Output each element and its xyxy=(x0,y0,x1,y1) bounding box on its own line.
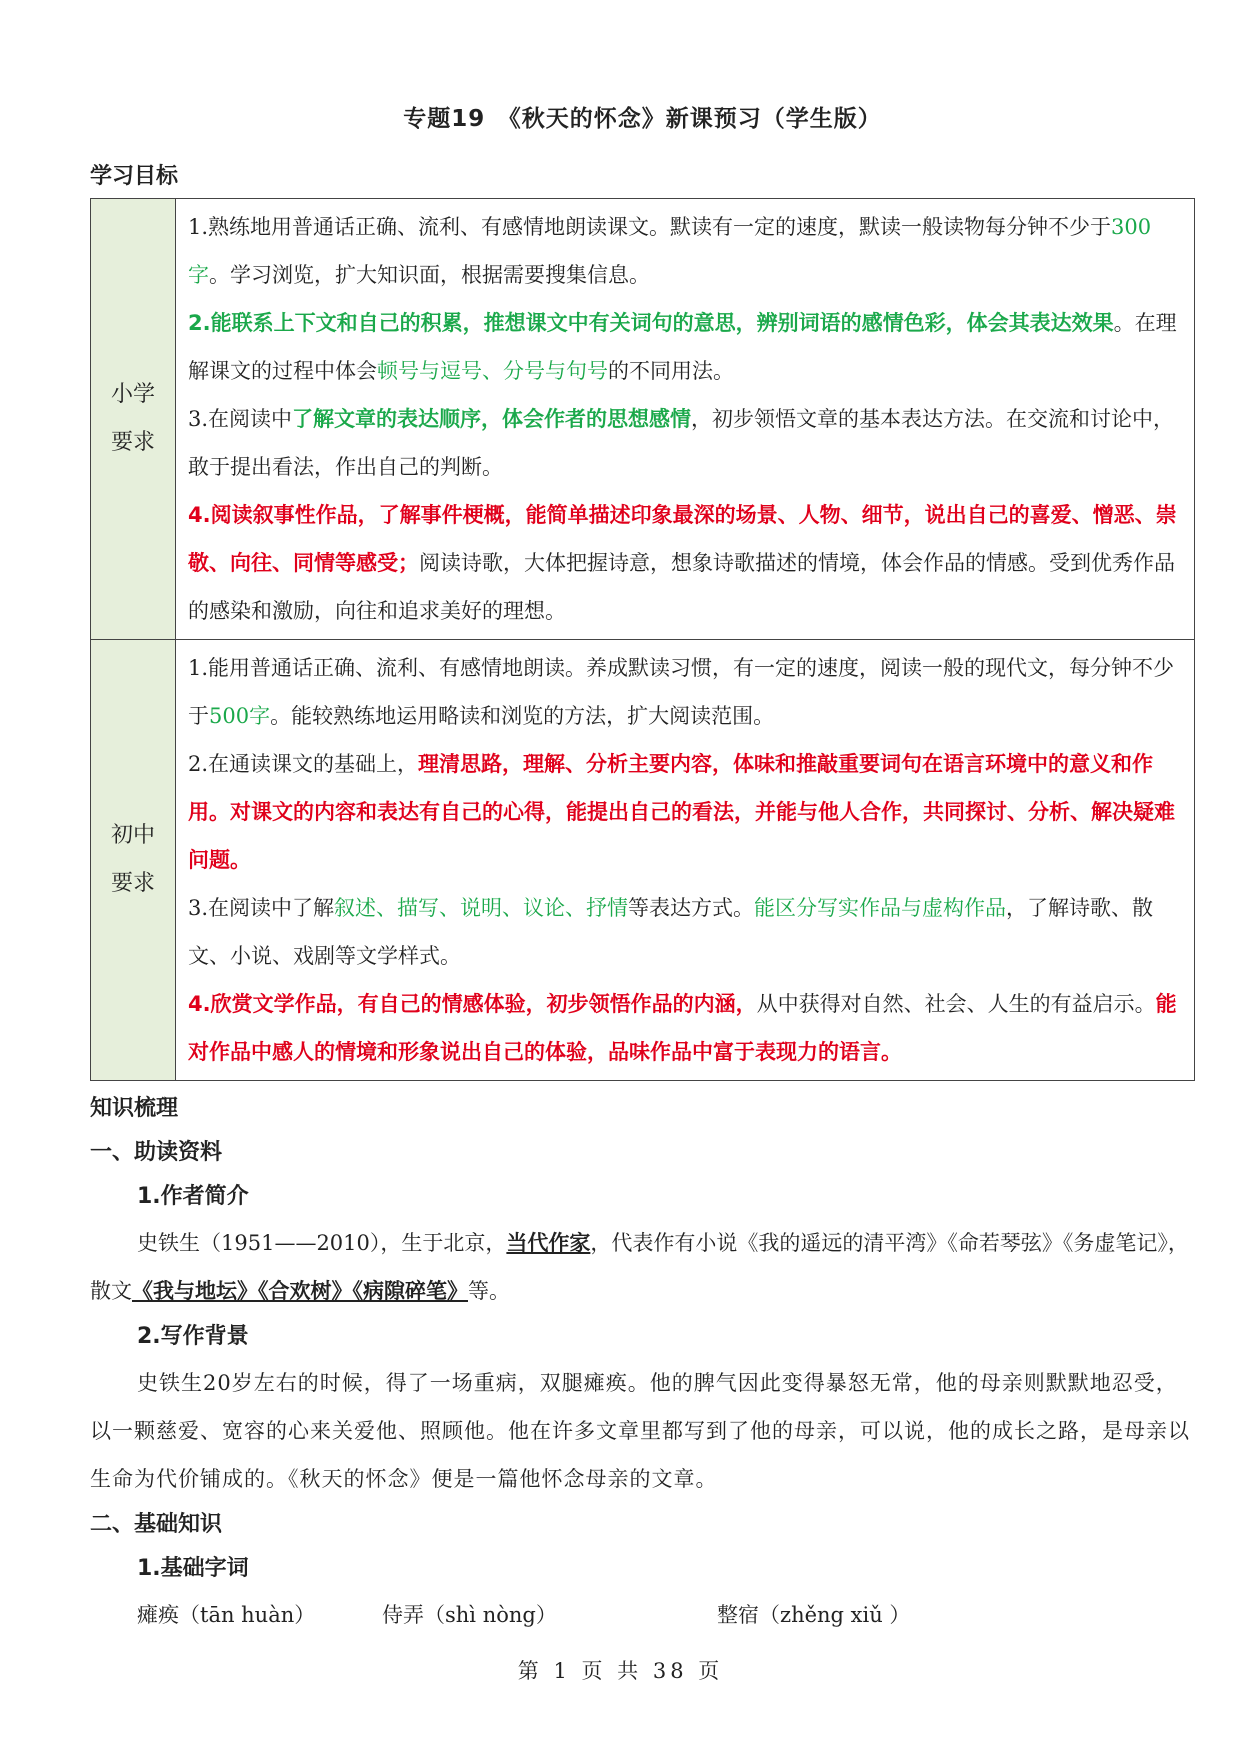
text-run: 顿号与逗号、分号与句号 xyxy=(377,359,608,383)
word-item: 瘫痪（tān huàn） xyxy=(137,1603,316,1627)
text-run: 1.熟练地用普通话正确、流利、有感情地朗读课文。默读有一定的速度，默读一般读物每分钟不少于 xyxy=(188,215,1112,239)
junior-item xyxy=(188,980,1184,1076)
words-subheading: 1.基础字词 xyxy=(137,1556,249,1581)
text-run: 了解文章的表达顺序，体会作者的思想感情 xyxy=(292,407,692,431)
word-item: 整宿（zhěng xiǔ ） xyxy=(717,1603,911,1627)
text-run: 等表达方式。 xyxy=(628,896,755,920)
text-run: 500字 xyxy=(209,704,271,728)
text-run: 从中获得对自然、社会、人生的有益启示。 xyxy=(756,992,1156,1016)
junior-item xyxy=(188,740,1184,884)
primary-item xyxy=(188,203,1184,299)
text-run: 阅读诗歌，大体把握诗意，想象诗歌描述的情境，体会作品的情感。受到优秀作品的感染和激励，向往和追求美好的理想。 xyxy=(188,551,1175,623)
junior-item xyxy=(188,644,1184,740)
primary-item xyxy=(188,395,1184,491)
primary-row xyxy=(91,199,1195,640)
junior-label: 初中 要求 xyxy=(91,640,176,1081)
text-run: 能对作品中感人的情境和形象说出自己的体验，品味作品中富于表现力的语言。 xyxy=(188,992,1177,1064)
document-page xyxy=(90,100,1195,1639)
word-item: 侍弄（shì nòng） xyxy=(382,1603,557,1627)
text-run: 4.欣赏文学作品，有自己的情感体验，初步领悟作品的内涵， xyxy=(188,992,757,1016)
text-run: 的不同用法。 xyxy=(608,359,734,383)
page-title: 专题19 《秋天的怀念》新课预习（学生版） xyxy=(403,106,882,132)
junior-requirements xyxy=(176,640,1195,1081)
text-run: 2.能联系上下文和自己的积累，推想课文中有关词句的意思，辨别词语的感情色彩，体会其表达效果 xyxy=(188,311,1114,335)
text-run: 能区分写实作品与虚构作品 xyxy=(754,896,1007,920)
text-run: 叙述、描写、说明、议论、抒情 xyxy=(334,896,629,920)
page-footer: 第 1 页 共 38 页 xyxy=(517,1659,724,1683)
text-run: 3.在阅读中了解 xyxy=(188,896,335,920)
text-run: 3.在阅读中 xyxy=(188,407,293,431)
knowledge-heading: 知识梳理 xyxy=(90,1096,179,1121)
text-run: ，了解诗歌、散文、小说、戏剧等文学样式。 xyxy=(188,896,1154,968)
author-subheading: 1.作者简介 xyxy=(137,1184,249,1209)
primary-item xyxy=(188,299,1184,395)
learning-goals-table xyxy=(90,198,1195,1081)
text-run: 4.阅读叙事性作品，了解事件梗概，能简单描述印象最深的场景、人物、细节，说出自己的喜爱、憎恶、崇敬、向往、同情等感受； xyxy=(188,503,1177,575)
primary-item xyxy=(188,491,1184,635)
junior-item xyxy=(188,884,1184,980)
primary-label: 小学 要求 xyxy=(91,199,176,640)
text-run: 等。 xyxy=(468,1279,510,1303)
word-list xyxy=(90,1591,1195,1639)
background-subheading: 2.写作背景 xyxy=(137,1324,249,1349)
section1-heading: 一、助读资料 xyxy=(90,1140,223,1165)
section2-heading: 二、基础知识 xyxy=(90,1512,223,1537)
text-run: 2.在通读课文的基础上， xyxy=(188,752,419,776)
text-run: 。在理解课文的过程中体会 xyxy=(188,311,1177,383)
text-run: ，初步领悟文章的基本表达方法。在交流和讨论中，敢于提出看法，作出自己的判断。 xyxy=(188,407,1175,479)
text-run: 。学习浏览，扩大知识面，根据需要搜集信息。 xyxy=(209,263,650,287)
text-run: 史铁生（1951——2010），生于北京， xyxy=(137,1231,507,1255)
primary-requirements xyxy=(176,199,1195,640)
text-run: 理清思路，理解、分析主要内容，体味和推敲重要词句在语言环境中的意义和作用。对课文的内容和表达有自己的心得，能提出自己的看法，并能与他人合作，共同探讨、分析、解决疑难问题。 xyxy=(188,752,1175,872)
goals-heading: 学习目标 xyxy=(90,164,179,189)
author-paragraph xyxy=(90,1219,1195,1315)
text-run: 《我与地坛》《合欢树》《病隙碎笔》 xyxy=(132,1279,468,1303)
junior-row xyxy=(91,640,1195,1081)
background-paragraph: 史铁生20岁左右的时候，得了一场重病，双腿瘫痪。他的脾气因此变得暴怒无常，他的母亲则默默地忍受，以一颗慈爱、宽容的心来关爱他、照顾他。他在许多文章里都写到了他的母亲，可以说，他的成长之路，是母亲以生命为代价铺成的。《秋天的怀念》便是一篇他怀念母亲的文章。 xyxy=(90,1371,1190,1491)
text-run: ，代表作有小说《我的遥远的清平湾》《命若琴弦》《务虚笔记》，散文 xyxy=(90,1231,1189,1303)
text-run: 300字 xyxy=(188,215,1152,287)
text-run: 1.能用普通话正确、流利、有感情地朗读。养成默读习惯，有一定的速度，阅读一般的现代文，每分钟不少于 xyxy=(188,656,1175,728)
text-run: 当代作家 xyxy=(506,1231,591,1255)
text-run: 。能较熟练地运用略读和浏览的方法，扩大阅读范围。 xyxy=(270,704,775,728)
